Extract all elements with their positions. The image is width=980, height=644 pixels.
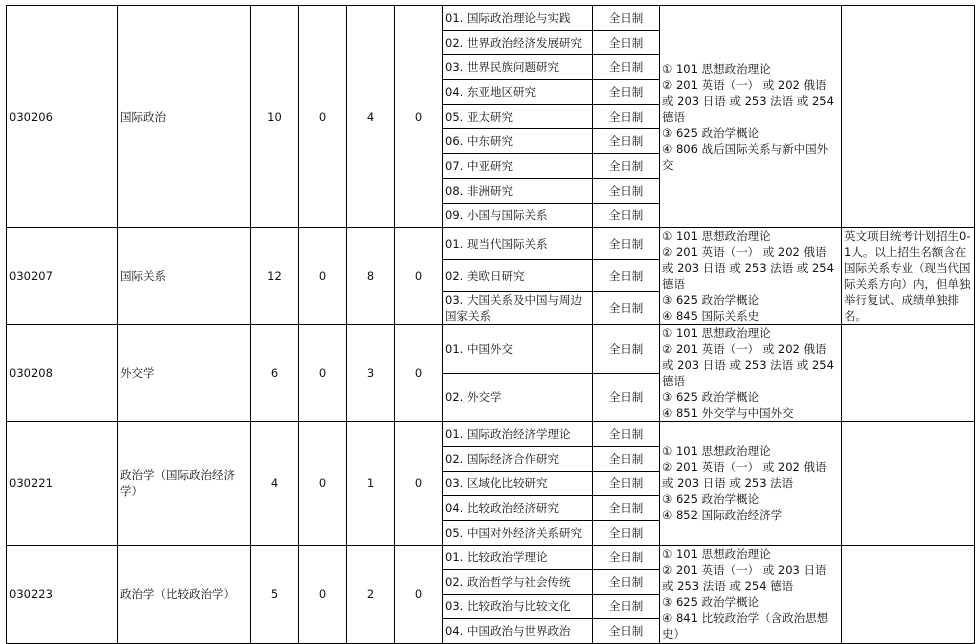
exam-subjects: [660, 422, 842, 545]
quota-count: 5: [251, 545, 299, 643]
research-direction: 05. 亚太研究: [443, 104, 593, 129]
program-name: 政治学（比较政治学）: [118, 545, 251, 643]
study-mode: 全日制: [593, 325, 660, 374]
research-direction: 03. 世界民族问题研究: [443, 55, 593, 80]
remarks: [842, 422, 975, 545]
exam-subject-line: ① 101 思想政治理论: [662, 61, 771, 76]
study-mode: 全日制: [593, 178, 660, 203]
study-mode: 全日制: [593, 203, 660, 228]
exam-subject-line: ④ 845 国际关系史: [662, 309, 760, 324]
research-direction: 03. 区域化比较研究: [443, 471, 593, 496]
quota-count: 6: [251, 325, 299, 422]
exam-subject-line: ① 101 思想政治理论: [662, 444, 771, 459]
program-code: 030207: [7, 228, 118, 325]
quota-count: 0: [299, 6, 347, 228]
research-direction: 01. 国际政治理论与实践: [443, 6, 593, 31]
program-code: 030223: [7, 545, 118, 643]
quota-count: 4: [251, 422, 299, 545]
study-mode: 全日制: [593, 619, 660, 644]
quota-count: 0: [299, 228, 347, 325]
remarks: [842, 545, 975, 643]
research-direction: 04. 中国政治与世界政治: [443, 619, 593, 644]
quota-count: 8: [347, 228, 395, 325]
research-direction: 01. 中国外交: [443, 325, 593, 374]
exam-subject-line: ② 201 英语（一） 或 202 俄语 或 203 日语 或 253 法语 或 254 德语: [662, 245, 834, 292]
study-mode: 全日制: [593, 496, 660, 521]
research-direction: 01. 现当代国际关系: [443, 228, 593, 260]
study-mode: 全日制: [593, 471, 660, 496]
study-mode: 全日制: [593, 422, 660, 447]
quota-count: 2: [347, 545, 395, 643]
remarks: 英文项目统考计划招生0-1人。以上招生名额含在国际关系专业（现当代国际关系方向）内，但单独举行复试、成绩单独排名。: [842, 228, 975, 325]
table-row: [7, 6, 975, 31]
research-direction: 06. 中东研究: [443, 129, 593, 154]
study-mode: 全日制: [593, 373, 660, 422]
remarks: [842, 325, 975, 422]
exam-subject-line: ④ 806 战后国际关系与新中国外交: [662, 141, 829, 172]
program-name: 外交学: [118, 325, 251, 422]
quota-count: 0: [395, 325, 443, 422]
quota-count: 0: [299, 422, 347, 545]
study-mode: 全日制: [593, 520, 660, 545]
table-row: [7, 422, 975, 447]
study-mode: 全日制: [593, 6, 660, 31]
research-direction: 01. 比较政治学理论: [443, 545, 593, 570]
exam-subjects: [660, 545, 842, 643]
quota-count: 1: [347, 422, 395, 545]
research-direction: 03. 大国关系及中国与周边国家关系: [443, 292, 593, 325]
exam-subject-line: ④ 841 比较政治学（含政治思想史）: [662, 611, 829, 642]
remarks: [842, 6, 975, 228]
exam-subject-line: ② 201 英语（一） 或 203 日语 或 253 法语 或 254 德语: [662, 563, 827, 594]
exam-subjects: [660, 325, 842, 422]
exam-subject-line: ③ 625 政治学概论: [662, 293, 760, 308]
quota-count: 0: [299, 545, 347, 643]
table-row: [7, 325, 975, 374]
program-name: 国际关系: [118, 228, 251, 325]
table-body: [7, 6, 975, 644]
program-code: 030208: [7, 325, 118, 422]
exam-subject-line: ③ 625 政治学概论: [662, 595, 760, 610]
program-name: 政治学（国际政治经济学）: [118, 422, 251, 545]
exam-subject-line: ③ 625 政治学概论: [662, 492, 760, 507]
quota-count: 3: [347, 325, 395, 422]
exam-subject-line: ④ 852 国际政治经济学: [662, 508, 783, 523]
exam-subject-line: ④ 851 外交学与中国外交: [662, 406, 794, 421]
admissions-table: [6, 5, 975, 644]
study-mode: 全日制: [593, 260, 660, 292]
program-name: 国际政治: [118, 6, 251, 228]
exam-subjects: [660, 228, 842, 325]
exam-subject-line: ③ 625 政治学概论: [662, 125, 760, 140]
research-direction: 04. 东亚地区研究: [443, 80, 593, 105]
exam-subjects: [660, 6, 842, 228]
exam-subject-line: ① 101 思想政治理论: [662, 547, 771, 562]
research-direction: 02. 国际经济合作研究: [443, 446, 593, 471]
study-mode: 全日制: [593, 104, 660, 129]
research-direction: 03. 比较政治与比较文化: [443, 594, 593, 619]
research-direction: 08. 非洲研究: [443, 178, 593, 203]
study-mode: 全日制: [593, 594, 660, 619]
quota-count: 0: [395, 228, 443, 325]
study-mode: 全日制: [593, 228, 660, 260]
quota-count: 10: [251, 6, 299, 228]
research-direction: 09. 小国与国际关系: [443, 203, 593, 228]
exam-subject-line: ③ 625 政治学概论: [662, 390, 760, 405]
study-mode: 全日制: [593, 570, 660, 595]
table-row: [7, 228, 975, 260]
exam-subject-line: ① 101 思想政治理论: [662, 229, 771, 244]
research-direction: 05. 中国对外经济关系研究: [443, 520, 593, 545]
research-direction: 07. 中亚研究: [443, 154, 593, 179]
study-mode: 全日制: [593, 292, 660, 325]
quota-count: 12: [251, 228, 299, 325]
study-mode: 全日制: [593, 154, 660, 179]
quota-count: 0: [395, 545, 443, 643]
research-direction: 04. 比较政治经济研究: [443, 496, 593, 521]
study-mode: 全日制: [593, 545, 660, 570]
quota-count: 0: [395, 422, 443, 545]
quota-count: 0: [299, 325, 347, 422]
research-direction: 02. 外交学: [443, 373, 593, 422]
study-mode: 全日制: [593, 446, 660, 471]
exam-subject-line: ② 201 英语（一） 或 202 俄语 或 203 日语 或 253 法语: [662, 460, 827, 491]
study-mode: 全日制: [593, 55, 660, 80]
program-code: 030221: [7, 422, 118, 545]
quota-count: 0: [395, 6, 443, 228]
research-direction: 02. 世界政治经济发展研究: [443, 30, 593, 55]
exam-subject-line: ① 101 思想政治理论: [662, 326, 771, 341]
research-direction: 01. 国际政治经济学理论: [443, 422, 593, 447]
study-mode: 全日制: [593, 80, 660, 105]
exam-subject-line: ② 201 英语（一） 或 202 俄语 或 203 日语 或 253 法语 或 254 德语: [662, 77, 834, 124]
research-direction: 02. 政治哲学与社会传统: [443, 570, 593, 595]
research-direction: 02. 美欧日研究: [443, 260, 593, 292]
program-code: 030206: [7, 6, 118, 228]
study-mode: 全日制: [593, 129, 660, 154]
exam-subject-line: ② 201 英语（一） 或 202 俄语 或 203 日语 或 253 法语 或 254 德语: [662, 342, 834, 389]
quota-count: 4: [347, 6, 395, 228]
study-mode: 全日制: [593, 30, 660, 55]
table-row: [7, 545, 975, 570]
